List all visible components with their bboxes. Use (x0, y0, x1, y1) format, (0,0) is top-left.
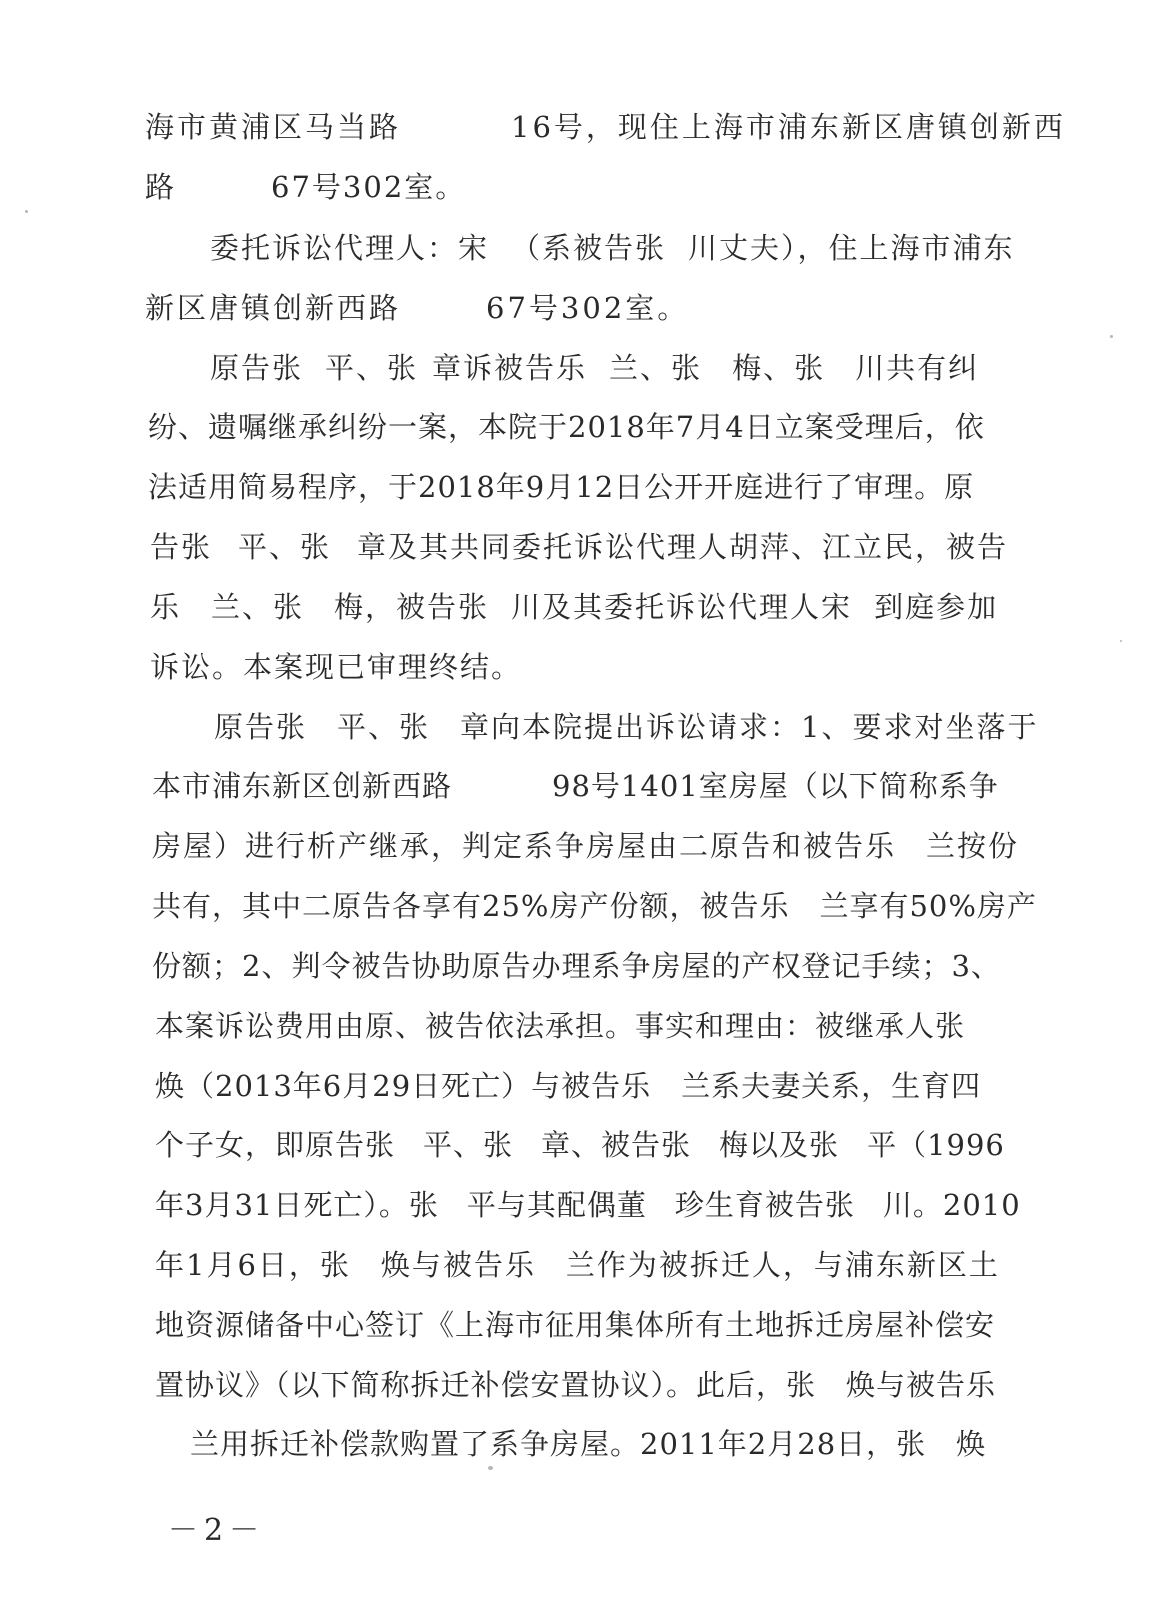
text-line (145, 107, 1066, 147)
line-segment: 纷、遗嘱继承纠纷一案，本院于2018年7月4日立案受理后，依 (148, 410, 985, 444)
line-segment: 平、张 (238, 530, 332, 564)
line-segment: 兰、张 (211, 590, 305, 624)
line-segment: 章及其共同委托诉讼代理人胡萍、江立民，被告 (357, 530, 1009, 564)
text-line (148, 407, 985, 447)
line-segment: 兰按份 (926, 829, 1020, 863)
text-line (155, 1185, 1021, 1225)
scan-speck (488, 1466, 493, 1470)
text-line (150, 587, 998, 627)
line-segment: 章、被告张 (541, 1128, 692, 1162)
line-segment: 67号302室。 (486, 291, 690, 325)
text-line (152, 766, 999, 806)
text-line (145, 288, 689, 328)
page-number: －2－ (168, 1513, 266, 1548)
line-segment: 本案诉讼费用由原、被告依法承担。事实和理由：被继承人张 (155, 1009, 966, 1043)
text-line (190, 1424, 986, 1464)
line-segment: 焕与被告乐 (380, 1248, 536, 1282)
text-line (145, 167, 466, 207)
line-segment: 平、张 (325, 351, 419, 385)
line-segment: 诉讼。本案现已审理终结。 (150, 650, 523, 684)
text-line (152, 826, 1019, 866)
text-line (150, 527, 1008, 567)
line-segment: 年3月31日死亡）。张 (155, 1188, 439, 1222)
line-segment: 房屋）进行析产继承，判定系争房屋由二原告和被告乐 (152, 829, 897, 863)
line-segment: 平、张 (423, 1128, 514, 1162)
line-segment: 兰用拆迁补偿款购置了系争房屋。2011年2月28日，张 (190, 1427, 927, 1461)
line-segment: 法适用简易程序，于2018年9月12日公开开庭进行了审理。原 (148, 470, 975, 504)
text-line (155, 1365, 996, 1405)
line-segment: 路 (145, 170, 177, 204)
line-segment: 川共有纠 (855, 351, 980, 385)
line-segment: 珍生育被告张 (674, 1188, 855, 1222)
line-segment: 川。2010 (882, 1188, 1021, 1222)
line-segment: 平、张 (337, 710, 431, 744)
scan-speck (1110, 335, 1113, 338)
text-line (155, 1125, 1005, 1165)
text-line (155, 1305, 995, 1345)
line-segment: 焕（2013年6月29日死亡）与被告乐 (155, 1069, 652, 1103)
line-segment: （系被告张 (511, 231, 667, 265)
line-segment: 份额；2、判令被告协助原告办理系争房屋的产权登记手续；3、 (152, 949, 1001, 983)
line-segment: 委托诉讼代理人：宋 (210, 231, 490, 265)
line-segment: 98号1401室房屋（以下简称系争 (552, 769, 999, 803)
line-segment: 兰作为被拆迁人，与浦东新区土 (565, 1248, 1000, 1282)
line-segment: 67号302室。 (271, 170, 467, 204)
line-segment: 海市黄浦区马当路 (145, 110, 402, 144)
text-line (152, 946, 1001, 986)
line-segment: 梅，被告张 (334, 590, 490, 624)
line-segment: 梅、张 (732, 351, 826, 385)
line-segment: 川丈夫），住上海市浦东 (688, 231, 1015, 265)
text-line (148, 467, 974, 507)
line-segment: 共有，其中二原告各享有25%房产份额，被告乐 (152, 889, 790, 923)
line-segment: 平与其配偶董 (466, 1188, 647, 1222)
line-segment: 告张 (150, 530, 213, 564)
text-line (214, 707, 1038, 747)
line-segment: 章诉被告乐 (432, 351, 588, 385)
line-segment: 焕 (956, 1427, 987, 1461)
text-line (155, 1245, 1000, 1285)
line-segment: 川及其委托诉讼代理人宋 (511, 590, 853, 624)
line-segment: 原告张 (210, 351, 304, 385)
text-line (210, 228, 1015, 268)
line-segment: 本市浦东新区创新西路 (152, 769, 453, 803)
line-segment: 16号，现住上海市浦东新区唐镇创新西 (511, 110, 1066, 144)
scan-speck (1120, 640, 1122, 642)
line-segment: 到庭参加 (874, 590, 999, 624)
text-line (155, 1006, 965, 1046)
line-segment: 梅以及张 (719, 1128, 840, 1162)
text-line (210, 348, 979, 388)
line-segment: 个子女，即原告张 (155, 1128, 396, 1162)
line-segment: 焕与被告乐 (846, 1368, 997, 1402)
text-line (150, 647, 522, 687)
line-segment: 平（1996 (867, 1128, 1005, 1162)
line-segment: 新区唐镇创新西路 (145, 291, 402, 325)
line-segment: 章向本院提出诉讼请求：1、要求对坐落于 (460, 710, 1039, 744)
line-segment: 兰、张 (609, 351, 703, 385)
text-line (152, 886, 1037, 926)
line-segment: 年1月6日，张 (155, 1248, 351, 1282)
line-segment: 乐 (150, 590, 182, 624)
line-segment: 地资源储备中心签订《上海市征用集体所有土地拆迁房屋补偿安 (155, 1308, 996, 1342)
line-segment: 兰系夫妻关系，生育四 (681, 1069, 982, 1103)
line-segment: 置协议》（以下简称拆迁补偿安置协议）。此后，张 (155, 1368, 817, 1402)
line-segment: 兰享有50%房产 (819, 889, 1037, 923)
scan-speck (25, 210, 28, 213)
line-segment: 原告张 (214, 710, 308, 744)
text-line (155, 1066, 981, 1106)
